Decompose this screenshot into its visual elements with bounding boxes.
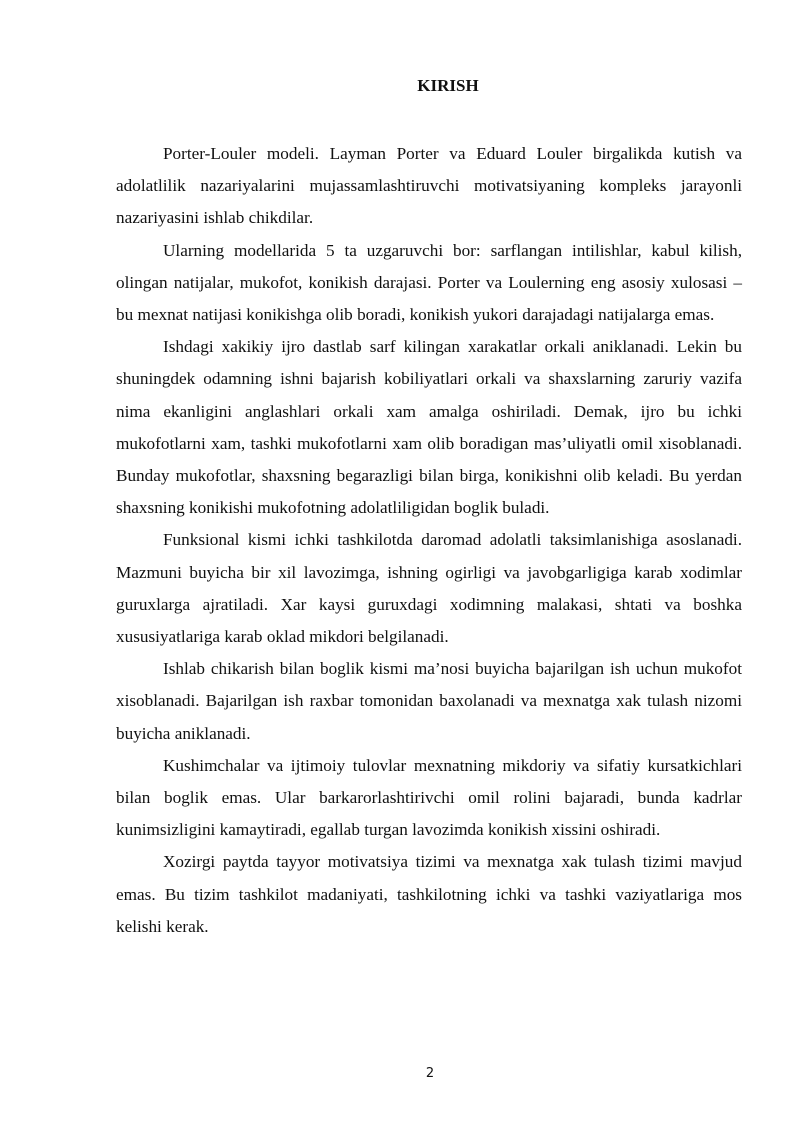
section-heading: KIRISH — [417, 76, 479, 95]
paragraph: Funksional kismi ichki tashkilotda daromad adolatli taksimlanishiga asoslanadi. Mazmuni buyicha bir xil lavozimga, ishning ogirligi va javobgarligiga karab xodimlar guruxlarga ajratiladi. Xar kaysi guruxdagi xodimning malakasi, shtati va boshka xususiyatlariga karab oklad mikdori belgilanadi. — [116, 530, 742, 647]
paragraph: Ishlab chikarish bilan boglik kismi ma’nosi buyicha bajarilgan ish uchun mukofot xisoblanadi. Bajarilgan ish raxbar tomonidan baxolanadi va mexnatga xak tulash nizomi buyicha aniklanadi. — [116, 659, 742, 743]
paragraph: Kushimchalar va ijtimoiy tulovlar mexnatning mikdoriy va sifatiy kursatkichlari bilan boglik emas. Ular barkarorlashtirivchi omil rolini bajaradi, bunda kadrlar kunimsizligini kamaytiradi, egallab turgan lavozimda konikish xissini oshiradi. — [116, 755, 742, 840]
page-number: 2 — [425, 1066, 435, 1081]
body-text — [116, 138, 742, 943]
paragraph: Xozirgi paytda tayyor motivatsiya tizimi va mexnatga xak tulash tizimi mavjud emas. Bu tizim tashkilot madaniyati, tashkilotning ichki va tashki vaziyatlariga mos kelishi kerak. — [116, 852, 742, 936]
paragraph: Ularning modellarida 5 ta uzgaruvchi bor: sarflangan intilishlar, kabul kilish, olingan natijalar, mukofot, konikish darajasi. Porter va Loulerning eng asosiy xulosasi – bu mexnat natijasi konikishga olib boradi, konikish yukori darajadagi natijalarga emas. — [116, 240, 742, 325]
paragraph: Ishdagi xakikiy ijro dastlab sarf kilingan xarakatlar orkali aniklanadi. Lekin bu shuningdek odamning ishni bajarish kobiliyatlari orkali va shaxslarning zaruriy vazifa nima ekanligini anglashlari orkali xam amalga oshiriladi. Demak, ijro bu ichki mukofotlarni xam, tashki mukofotlarni xam olib boradigan mas’uliyatli omil xisoblanadi. Bunday mukofotlar, shaxsning begarazligi bilan birga, konikishni olib keladi. Bu yerdan shaxsning konikishi mukofotning adolatliligidan boglik buladi. — [116, 337, 742, 518]
paragraph: Porter-Louler modeli. Layman Porter va Eduard Louler birgalikda kutish va adolatlilik nazariyalarini mujassamlashtiruvchi motivatsiyaning kompleks jarayonli nazariyasini ishlab chikdilar. — [116, 144, 742, 228]
